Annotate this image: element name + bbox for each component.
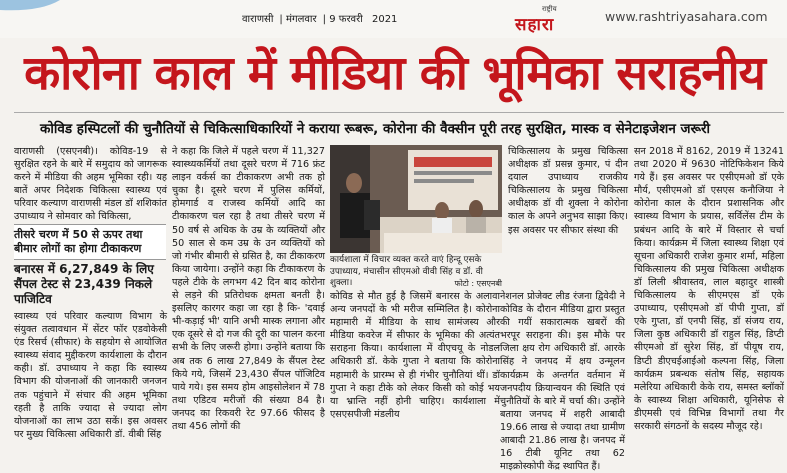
date: 9 फरवरी xyxy=(329,14,363,25)
brand-small: राष्ट्रीय xyxy=(542,5,557,13)
column-2 xyxy=(172,145,325,445)
subheadline: कोविड हस्पिटलों की चुनौतियों से चिकित्साधिकारियों ने कराया रूबरू, कोरोना की वैक्सीन पूरी तरह सुरक्षित, मास्क व सेनेटाइजेशन जरूरी xyxy=(40,121,711,137)
photo xyxy=(330,145,502,253)
brand-main: सहारा xyxy=(515,15,555,35)
column-1-bottom xyxy=(14,310,167,446)
column-4-top-text: चिकित्सालय के प्रमुख चिकित्सा अधीक्षक डॉ प्रसन्न कुमार, पं दीन दयाल उपाध्याय राजकीय चिकित्सालय के प्रमुख चिकित्सा अधीक्षक डॉ वी शुक्ला ने कोरोना काल के अपने अनुभव साझा किए। इस अवसर पर सीफार संस्था की xyxy=(508,146,628,236)
divider xyxy=(14,112,784,113)
photo-credit: फोटो : एसएनबी xyxy=(454,279,502,288)
highlight-box-1: तीसरे चरण में 50 से ऊपर तथा बीमार लोगों का होगा टीकाकरण xyxy=(14,224,166,260)
column-4-bottom xyxy=(500,290,625,473)
column-3 xyxy=(330,290,500,445)
caption-text: कार्यशाला में विचार व्यक्त करते वाएं हिन्दू एसके उपाध्याय, मंचासीन सीएमओ वीवी सिंह व डॉ. वी शुक्ला। xyxy=(330,255,483,288)
website-url: www.rashtriyasahara.com xyxy=(605,9,768,24)
city: वाराणसी xyxy=(242,14,274,25)
day: मंगलवार xyxy=(285,14,317,25)
column-5 xyxy=(634,145,784,445)
photo-caption xyxy=(330,255,502,290)
column-5-text: सन 2018 में 8162, 2019 में 13241 तथा 2020 में 9630 नोटिफिकेशन किये गये हैं। इस अवसर पर एसीएमओ डॉ एके मौर्य, एसीएमओ डॉ एसएस कनौजिया ने कोरोना काल के दौरान प्रशासनिक और स्वास्थ्य विभाग के प्रयास, सर्विलेंस टीम के प्रबंधन आदि के बारे में विस्तार से चर्चा किया। कार्यक्रम में जिला स्वास्थ्य शिक्षा एवं सूचना अधिकारी राजेश कुमार शर्मा, महिला चिकित्सालय की प्रमुख चिकित्सा अधीक्षक डॉ लिली श्रीवास्तव, लाल बहादुर शास्त्री चिकित्सालय के सीएमएस डॉ एके उपाध्याय, एसीएमओ डॉ पीपी गुप्ता, डॉ एके गुप्ता, डॉ एनपी सिंह, डॉ संजय राय, जिला कुष्ठ अधिकारी डॉ राहुल सिंह, डिप्टी सीएमओ डॉ सुरेश सिंह, डॉ पीयूष राय, डिप्टी डीएचईआईओ कल्पना सिंह, जिला कार्यक्रम प्रबन्धक संतोष सिंह, सहायक मलेरिया अधिकारी केके राय, समस्त ब्लॉकों के स्वास्थ्य शिक्षा अधिकारी, यूनिसेफ से डीएमसी एवं विभिन्न विभागों तथा गैर सरकारी संगठनों के सदस्य मौजूद रहे। xyxy=(634,146,784,432)
column-2-text: ने कहा कि जिले में पहले चरण में 11,327 स्वास्थ्यकर्मियों तथा दूसरे चरण में 716 फ्रंट लाइन वर्कर्स का टीकाकरण अभी तक हो चुका है। दूसरे चरण में पुलिस कर्मियों, होमगार्ड व राजस्व कर्मियों आदि का टीकाकरण चल रहा है तथा तीसरे चरण में 50 वर्ष से अधिक के उम्र के व्यक्तियों और 50 साल से कम उम्र के उन व्यक्तियों को जो गंभीर बीमारी से ग्रसित है, का टीकाकरण किया जायेगा। उन्होंने कहा कि टीकाकरण के पहले टीके के लगभग 42 दिन बाद कोरोना से लड़ने की प्रतिरोधक क्षमता बनती है। इसलिए कारगर कहा जा रहा है कि- 'दवाई भी-कड़ाई भी' यानि अभी मास्क लगाना और एक दूसरे से दो गज की दूरी का पालन करना सभी के लिए जरूरी होगा। उन्होंने बताया कि अब तक 6 लाख 27,849 के सैंपल टेस्ट किये गये, जिसमें 23,430 सैंपल पॉजिटिव पाये गये। इस समय होम आइसोलेशन में 78 तथा एडिटव मरीजों की संख्या 84 है। जनपद का रिकवरी रेट 97.66 फीसद है तथा 456 लोगों की xyxy=(172,146,325,432)
decorative-swoosh xyxy=(0,0,60,14)
headline: कोरोना काल में मीडिया की भूमिका सराहनीय xyxy=(24,46,765,101)
column-4-top xyxy=(508,145,628,295)
highlight-box-2 xyxy=(14,262,166,307)
column-1-bottom-text: स्वास्थ्य एवं परिवार कल्याण विभाग के संयुक्त तत्वावधान में सेंटर फॉर एडवोकेसी एंड रिसर्च (सीफार) के सहयोग से आयोजित स्वास्थ्य संवाद मुद्दीकरण कार्यशाला के दौरान कही। डॉ. उपाध्याय ने कहा कि स्वास्थ्य विभाग की योजनाओं की जानकारी जनजन तक पहुंचाने में संचार की अहम भूमिका रहती है ताकि ज्यादा से ज्यादा लोग योजनाओं का लाभ उठा सकें। इस अवसर पर मुख्य चिकित्सा अधिकारी डॉ. वीबी सिंह xyxy=(14,311,167,440)
dateline: वाराणसी | मंगलवार | 9 फरवरी 2021 xyxy=(242,14,398,25)
column-1-top-text: वाराणसी (एसएनबी)। कोविड-19 से सुरक्षित रहने के बारे में समुदाय को जागरूक करने में मीडिया की अहम भूमिका रही। यह बातें अपर निदेशक चिकित्सा स्वास्थ्य एवं परिवार कल्याण वाराणसी मंडल डॉ शशिकांत उपाध्याय ने सोमवार को चिकित्सा, xyxy=(14,146,167,223)
column-4-bottom-text: नेशनल प्रोजेक्ट लीड रंजना द्विवेदी ने कोविड के दौरान मीडिया द्वारा प्रस्तुत की गयीं सकारात्मक खबरों की भरपूर सराहना की। इस मौके पर जिला क्षय रोग अधिकारी डॉ. आरके सिंह ने जनपद में क्षय उन्मूलन कार्यक्रम के अन्तर्गत वर्तमान में जनपदीय क्रियान्वयन की स्थिति एवं चुनौतियों के बारे में चर्चा की। उन्होंने बताया जनपद में शहरी आबादी 19.66 लाख से ज्यादा तथा ग्रामीण आबादी 21.86 लाख है। जनपद में 16 टीबी यूनिट तथा 62 माइक्रोस्कोपी केंद्र स्थापित हैं। xyxy=(500,291,625,473)
brand-logo xyxy=(505,5,600,33)
column-3-text: कोविड से मौत हुई है जिसमें बनारस के अलावा अन्य जनपदों के भी मरीज सम्मिलित है। कोरोना महामारी में मीडिया के साथ सामंजस्य और मीडिया कवरेज में सीफार के भूमिका की अत्यंत सराहना किया। कार्यशाला में वीएचयू के नोडल अधिकारी डॉ. केके गुप्ता ने बताया कि कोरोना महामारी के प्रारम्भ से ही गंभीर चुनौतियां थीं। डॉ गुप्ता ने कहा टीके को लेकर किसी को कोई भय या भ्रान्ति नहीं होनी चाहिए। कार्यशाला में एसएसपीजी मंडलीय xyxy=(330,291,500,420)
highlight-2-text: बनारस में 6,27,849 के लिए सैंपल टेस्ट से 23,439 निकले पाजिटिव xyxy=(14,262,154,306)
year: 2021 xyxy=(371,14,398,25)
photo-illustration xyxy=(330,145,502,253)
